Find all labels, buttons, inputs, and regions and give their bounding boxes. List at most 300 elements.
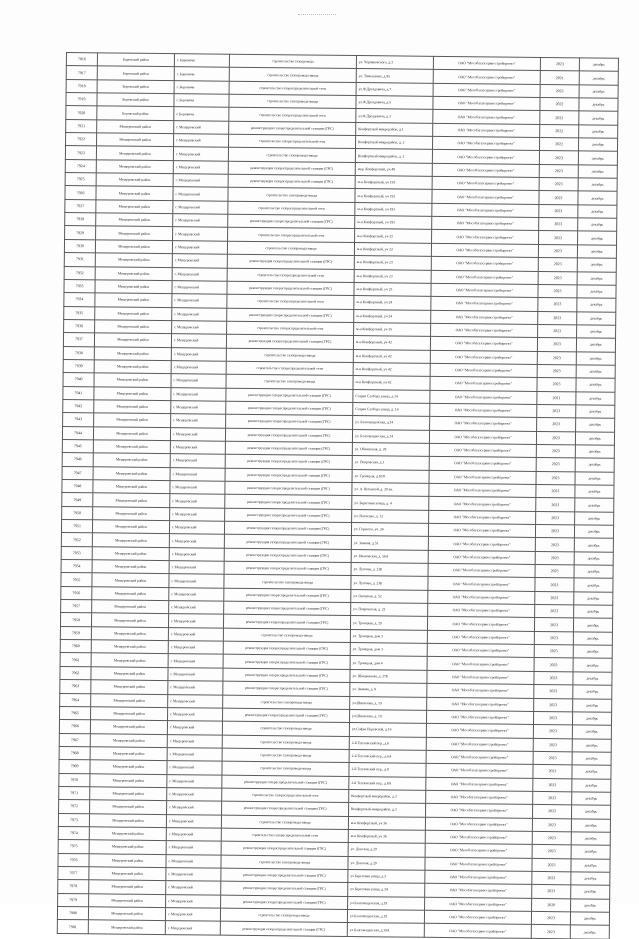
work-type-cell: реконструкция газораспределительной станции (ГРС) — [223, 655, 350, 670]
work-type-cell: строительство газораспределительной сети — [227, 294, 354, 309]
contractor-cell: ОАО "Мособлгазсервисстройпроект" — [429, 443, 536, 457]
address-cell: ул.Ф.Дроздовича, д.5 — [356, 96, 433, 110]
month-cell: декабрь — [576, 405, 615, 419]
contractor-cell: ОАО "Мособлгазсервисстройпроект" — [431, 243, 538, 257]
town-cell: г. Мещеровский — [170, 467, 225, 481]
row-number-cell: 7948 — [62, 479, 93, 493]
work-type-cell: реконструкция газораспределительной станции (ГРС) — [222, 708, 349, 723]
address-cell: м-н Конфортный, уч 22 — [355, 229, 432, 243]
address-cell: ул. Покровская, д.1 — [352, 456, 429, 470]
district-cell: Мещеровский район — [93, 440, 170, 454]
month-cell: декабрь — [572, 712, 611, 726]
work-type-cell: реконструкция газораспределительной станции (ГРС) — [229, 121, 356, 136]
town-cell: г. Боровичи — [174, 54, 229, 68]
row-number-cell: 7947 — [62, 466, 93, 480]
address-cell: ул. Тимошенко, д.95 — [356, 69, 433, 83]
month-cell: декабрь — [576, 378, 615, 392]
work-type-cell: строительство газопровода-ввода — [222, 735, 349, 750]
year-cell: 2023 — [535, 591, 574, 605]
work-type-cell: строительство газопровода-ввода — [226, 348, 353, 363]
contractor-cell: ОАО "Мособлгазсервисстройпроект" — [433, 70, 540, 84]
row-number-cell: 7918 — [66, 79, 97, 93]
district-cell: Мещеровский район — [89, 893, 166, 907]
row-number-cell: 7936 — [64, 319, 95, 333]
work-type-cell: строительство газопровода-ввода — [228, 188, 355, 203]
town-cell: г. Мещеровский — [171, 361, 226, 375]
year-cell: 2023 — [538, 258, 577, 272]
year-cell: 2023 — [539, 151, 578, 165]
work-type-cell: реконструкция газораспределительной станции (ГРС) — [224, 561, 351, 576]
row-number-cell: 7938 — [63, 346, 94, 360]
month-cell: декабрь — [577, 298, 616, 312]
row-number-cell: 7934 — [64, 293, 95, 307]
work-type-cell: строительство газопровода-ввода — [227, 241, 354, 256]
town-cell: г. Мещеровский — [170, 507, 225, 521]
row-number-cell: 7926 — [65, 186, 96, 200]
month-cell: декабрь — [572, 725, 611, 739]
work-type-cell: строительство газораспределительной сети — [229, 134, 356, 149]
year-cell: 2022 — [539, 138, 578, 152]
address-cell: ул Благовещенская, д.19 — [347, 909, 424, 923]
contractor-cell: ОАО "Мособлгазсервисстройпроект" — [432, 136, 539, 150]
district-cell: Мещеровский район — [95, 280, 172, 294]
address-cell: м-н Конфортный, уч 42 — [353, 376, 430, 390]
row-number-cell: 7961 — [60, 653, 91, 667]
work-type-cell: реконструкция газораспределительной станции (ГРС) — [221, 895, 348, 910]
row-number-cell: 7950 — [62, 506, 93, 520]
year-cell: 2023 — [539, 204, 578, 218]
year-cell: 2023 — [533, 751, 572, 765]
address-cell: ул. Зимняя, д.51 — [351, 536, 428, 550]
district-cell: Мещеровский район — [94, 386, 171, 400]
year-cell: 2023 — [532, 845, 571, 859]
month-cell: декабрь — [574, 525, 613, 539]
month-cell: декабрь — [576, 365, 615, 379]
contractor-cell: ОАО "Мособлгазсервисстройпроект" — [427, 683, 534, 697]
month-cell: декабрь — [574, 552, 613, 566]
contractor-cell: ОАО "Мособлгазсервисстройпроект" — [430, 417, 537, 431]
town-cell: г. Мещеровский — [168, 667, 223, 681]
contractor-cell: ОАО "Мособлгазсервисстройпроект" — [429, 430, 536, 444]
address-cell: ул. Троицкая, д.10/0 — [352, 469, 429, 483]
district-cell: Боровский район — [97, 66, 174, 80]
address-cell: ул. Луговая, д. 23Б — [351, 563, 428, 577]
month-cell: декабрь — [572, 778, 611, 792]
district-cell: Мещеровский район — [95, 293, 172, 307]
work-type-cell: реконструкция газораспределительной станции (ГРС) — [226, 401, 353, 416]
year-cell: 2023 — [539, 164, 578, 178]
row-number-cell: 7969 — [59, 760, 90, 774]
row-number-cell: 7930 — [64, 239, 95, 253]
district-cell: Мещеровский район — [92, 600, 169, 614]
town-cell: г. Мещеровский — [168, 681, 223, 695]
month-cell: декабрь — [577, 311, 616, 325]
row-number-cell: 7964 — [60, 693, 91, 707]
row-number-cell: 7924 — [65, 159, 96, 173]
month-cell: декабрь — [575, 472, 614, 486]
address-cell: ул. Ивановская, д. 56А — [351, 549, 428, 563]
row-number-cell: 7945 — [62, 439, 93, 453]
address-cell: ул.Шипилова, д. 19 — [350, 696, 427, 710]
contractor-cell: ОАО "Мособлгазсервисстройпроект" — [430, 390, 537, 404]
month-cell: декабрь — [571, 885, 610, 899]
district-cell: Мещеровский район — [92, 587, 169, 601]
town-cell: г. Мещеровский — [171, 414, 226, 428]
row-number-cell: 7943 — [63, 413, 94, 427]
town-cell: г. Боровичи — [174, 80, 229, 94]
district-cell: Мещеровский район — [94, 400, 171, 414]
work-type-cell: реконструкция газораспределительной станции (ГРС) — [226, 414, 353, 429]
district-cell: Мещеровский район — [96, 146, 173, 160]
month-cell: декабрь — [578, 231, 617, 245]
town-cell: г. Мещеровский — [167, 801, 222, 815]
address-cell: ул. Троицкая, дом 4 — [350, 656, 427, 670]
works-table-body — [57, 53, 618, 939]
year-cell: 2023 — [537, 338, 576, 352]
contractor-cell: ОАО "Мособлгазсервисстройпроект" — [432, 150, 539, 164]
month-cell: декабрь — [572, 792, 611, 806]
work-type-cell: строительство газопровода-ввода — [221, 815, 348, 830]
address-cell: м-н Конфортный, уч 42 — [353, 336, 430, 350]
row-number-cell: 7974 — [58, 826, 89, 840]
contractor-cell: ОАО "Мособлгазсервисстройпроект" — [431, 297, 538, 311]
row-number-cell: 7942 — [63, 399, 94, 413]
row-number-cell: 7966 — [59, 720, 90, 734]
work-type-cell: строительство газораспределительной сети — [226, 361, 353, 376]
row-number-cell: 7977 — [58, 866, 89, 880]
work-type-cell: реконструкция газораспределительной станции (ГРС) — [222, 775, 349, 790]
district-cell: Мещеровский район — [91, 680, 168, 694]
month-cell: декабрь — [579, 125, 618, 139]
contractor-cell: ОАО "Мособлгазсервисстройпроект" — [432, 190, 539, 204]
address-cell: м-н Конфортный, уч 22 — [354, 242, 431, 256]
work-type-cell: строительство газопровода-ввода — [229, 94, 356, 109]
district-cell: Мещеровский район — [94, 413, 171, 427]
district-cell: Мещеровский район — [94, 333, 171, 347]
district-cell: Мещеровский район — [93, 493, 170, 507]
address-cell: м-н Конфортный, уч 24 — [354, 309, 431, 323]
month-cell: декабрь — [573, 672, 612, 686]
district-cell: Мещеровский район — [95, 240, 172, 254]
month-cell: декабрь — [578, 151, 617, 165]
year-cell: 2023 — [535, 565, 574, 579]
town-cell: г. Мещеровский — [168, 654, 223, 668]
work-type-cell: строительство газопровода-ввода — [223, 628, 350, 643]
row-number-cell: 7940 — [63, 373, 94, 387]
work-type-cell: реконструкция газораспределительной станции (ГРС) — [224, 521, 351, 536]
month-cell: декабрь — [573, 685, 612, 699]
town-cell: г. Мещеровский — [167, 774, 222, 788]
month-cell: декабрь — [571, 872, 610, 886]
month-cell: декабрь — [577, 325, 616, 339]
address-cell: 2-й Тепловский пер., д.8А — [349, 776, 426, 790]
district-cell: Мещеровский район — [91, 627, 168, 641]
year-cell: 2023 — [536, 511, 575, 525]
contractor-cell: ОАО "Мособлгазсервисстройпроект" — [427, 630, 534, 644]
contractor-cell: ОАО "Мособлгазсервисстройпроект" — [430, 377, 537, 391]
row-number-cell: 7973 — [58, 813, 89, 827]
row-number-cell: 7980 — [57, 906, 88, 920]
year-cell: 2023 — [534, 685, 573, 699]
district-cell: Мещеровский район — [93, 480, 170, 494]
district-cell: Мещеровский район — [90, 733, 167, 747]
month-cell: декабрь — [577, 245, 616, 259]
row-number-cell: 7970 — [59, 773, 90, 787]
contractor-cell: ОАО "Мособлгазсервисстройпроект" — [426, 804, 533, 818]
year-cell: 2023 — [537, 351, 576, 365]
district-cell: Мещеровский район — [96, 173, 173, 187]
district-cell: Мещеровский район — [93, 453, 170, 467]
town-cell: г. Мещеровский — [171, 347, 226, 361]
work-type-cell: реконструкция газораспределительной станции (ГРС) — [225, 455, 352, 470]
district-cell: Мещеровский район — [93, 426, 170, 440]
contractor-cell: ОАО "Мособлгазсервисстройпроект" — [432, 203, 539, 217]
month-cell: декабрь — [570, 925, 609, 939]
work-type-cell: строительство газопровода — [229, 54, 356, 69]
month-cell: декабрь — [577, 285, 616, 299]
town-cell: г. Мещеровский — [166, 881, 221, 895]
month-cell: декабрь — [573, 698, 612, 712]
month-cell: декабрь — [578, 218, 617, 232]
district-cell: Мещеровский район — [96, 226, 173, 240]
work-type-cell: реконструкция газораспределительной станции (ГРС) — [225, 481, 352, 496]
year-cell: 2023 — [538, 244, 577, 258]
work-type-cell: реконструкция газораспределительной станции (ГРС) — [224, 548, 351, 563]
year-cell: 2023 — [538, 324, 577, 338]
work-type-cell: реконструкция газораспределительной станции (ГРС) — [221, 868, 348, 883]
town-cell: г. Мещеровский — [173, 187, 228, 201]
row-number-cell: 7967 — [59, 733, 90, 747]
year-cell: 2023 — [535, 524, 574, 538]
row-number-cell: 7962 — [60, 666, 91, 680]
year-cell: 2021 — [540, 71, 579, 85]
address-cell: ул. Черняковского, д.3 — [356, 56, 433, 70]
town-cell: г. Мещеровский — [172, 240, 227, 254]
work-type-cell: строительство газораспределительной сети — [228, 201, 355, 216]
work-type-cell: строительство газораспределительной сети — [229, 81, 356, 96]
row-number-cell: 7929 — [65, 226, 96, 240]
contractor-cell: ОАО "Мособлгазсервисстройпроект" — [424, 924, 531, 938]
address-cell: 2-й Тепловский пер., д.6А — [349, 749, 426, 763]
contractor-cell: ОАО "Мособлгазсервисстройпроект" — [428, 590, 535, 604]
month-cell: декабрь — [575, 498, 614, 512]
address-cell: ул. Горького, уч. 24 — [351, 523, 428, 537]
work-type-cell: строительство газопровода-ввода — [226, 374, 353, 389]
work-type-cell: реконструкция газораспределительной станции (ГРС) — [228, 214, 355, 229]
address-cell: Конфортный микрорайон, д.3 — [349, 803, 426, 817]
row-number-cell: 7968 — [59, 746, 90, 760]
contractor-cell: ОАО "Мособлгазсервисстройпроект" — [426, 737, 533, 751]
town-cell: г. Мещеровский — [171, 334, 226, 348]
work-type-cell: реконструкция газораспределительной станции (ГРС) — [220, 922, 347, 937]
town-cell: г. Мещеровский — [168, 627, 223, 641]
address-cell: ул.Ф.Дроздовича, д.7 — [356, 82, 433, 96]
work-type-cell: строительство газопровода-ввода — [222, 748, 349, 763]
town-cell: г. Мещеровский — [166, 841, 221, 855]
row-number-cell: 7979 — [58, 893, 89, 907]
year-cell: 2023 — [534, 698, 573, 712]
year-cell: 2023 — [534, 631, 573, 645]
year-cell: 2022 — [540, 124, 579, 138]
address-cell: Конфортный микрорайон, д. 2 — [356, 136, 433, 150]
district-cell: Мещеровский район — [95, 320, 172, 334]
district-cell: Мещеровский район — [90, 800, 167, 814]
contractor-cell: ОАО "Мособлгазсервисстройпроект" — [432, 163, 539, 177]
month-cell: декабрь — [576, 351, 615, 365]
work-type-cell: реконструкция газораспределительной станции (ГРС) — [228, 174, 355, 189]
work-type-cell: реконструкция газораспределительной станции (ГРС) — [224, 535, 351, 550]
town-cell: г. Мещеровский — [171, 387, 226, 401]
year-cell: 2023 — [538, 271, 577, 285]
district-cell: Боровский район — [97, 106, 174, 120]
address-cell: ул. А. Кутьиной, д. 20 кв. — [352, 483, 429, 497]
district-cell: Боровский район — [97, 93, 174, 107]
address-cell: м-н Конфортный, уч 36 — [348, 829, 425, 843]
work-type-cell: реконструкция газораспределительной станции (ГРС) — [227, 308, 354, 323]
year-cell: 2023 — [539, 178, 578, 192]
contractor-cell: ОАО "Мособлгазсервисстройпроект" — [425, 897, 532, 911]
row-number-cell: 7935 — [64, 306, 95, 320]
district-cell: Мещеровский район — [91, 707, 168, 721]
address-cell: ул Благовещенская, д.19А — [347, 923, 424, 937]
row-number-cell: 7954 — [61, 560, 92, 574]
district-cell: Мещеровский район — [88, 920, 165, 934]
contractor-cell: ОАО "Мособлгазсервисстройпроект" — [428, 537, 535, 551]
town-cell: г. Мещеровский — [173, 147, 228, 161]
address-cell: Старая Слобода улица, д.14 — [353, 389, 430, 403]
address-cell: 2-й Тепловский пер., д.8 — [349, 763, 426, 777]
district-cell: Мещеровский район — [92, 533, 169, 547]
address-cell: м-н Конфортный, уч 23 — [354, 256, 431, 270]
address-cell: м-н Конфортный, уч 193 — [355, 189, 432, 203]
month-cell: декабрь — [573, 632, 612, 646]
contractor-cell: ОАО "Мособлгазсервисстройпроект" — [432, 230, 539, 244]
row-number-cell: 7949 — [62, 493, 93, 507]
district-cell: Мещеровский район — [92, 560, 169, 574]
month-cell: декабрь — [578, 165, 617, 179]
town-cell: г. Мещеровский — [167, 761, 222, 775]
address-cell: ул. Донская, д.29 — [348, 843, 425, 857]
town-cell: г. Мещеровский — [173, 174, 228, 188]
address-cell: ул. Обжинская, д. 29 — [352, 442, 429, 456]
contractor-cell: ОАО "Мособлгазсервисстройпроект" — [431, 323, 538, 337]
district-cell: Мещеровский район — [94, 373, 171, 387]
district-cell: Мещеровский район — [93, 466, 170, 480]
contractor-cell: ОАО "Мособлгазсервисстройпроект" — [430, 403, 537, 417]
district-cell: Мещеровский район — [92, 573, 169, 587]
row-number-cell: 7917 — [66, 66, 97, 80]
district-cell: Мещеровский район — [94, 346, 171, 360]
year-cell: 2023 — [532, 858, 571, 872]
town-cell: г. Мещеровский — [168, 641, 223, 655]
town-cell: г. Мещеровский — [169, 574, 224, 588]
district-cell: Мещеровский район — [96, 186, 173, 200]
district-cell: Мещеровский район — [93, 506, 170, 520]
town-cell: г. Мещеровский — [172, 307, 227, 321]
address-cell: м-н Конфортный, уч 35 — [354, 322, 431, 336]
month-cell: декабрь — [574, 605, 613, 619]
month-cell: декабрь — [576, 338, 615, 352]
town-cell: г. Мещеровский — [172, 294, 227, 308]
address-cell: ул. Благовещенская, д.14 — [353, 416, 430, 430]
work-type-cell: реконструкция газораспределительной станции (ГРС) — [223, 681, 350, 696]
town-cell: г. Мещеровский — [172, 280, 227, 294]
address-cell: м-н Конфортный, уч 23 — [354, 269, 431, 283]
contractor-cell: ОАО "Мособлгазсервисстройпроект" — [433, 96, 540, 110]
year-cell: 2023 — [534, 671, 573, 685]
town-cell: г. Мещеровский — [167, 721, 222, 735]
district-cell: Мещеровский район — [89, 827, 166, 841]
work-type-cell: реконструкция газораспределительной станции (ГРС) — [225, 468, 352, 483]
contractor-cell: ОАО "Мособлгазсервисстройпроект" — [427, 697, 534, 711]
contractor-cell: ОАО "Мособлгазсервисстройпроект" — [428, 523, 535, 537]
row-number-cell: 7963 — [60, 680, 91, 694]
month-cell: декабрь — [577, 258, 616, 272]
year-cell: 2023 — [533, 805, 572, 819]
address-cell: м-н Конфортный, уч 23 — [354, 282, 431, 296]
town-cell: г. Боровичи — [174, 94, 229, 108]
town-cell: г. Мещеровский — [167, 747, 222, 761]
contractor-cell: ОАО "Мособлгазсервисстройпроект" — [428, 603, 535, 617]
year-cell: 2023 — [532, 831, 571, 845]
row-number-cell: 7937 — [63, 333, 94, 347]
town-cell: г. Мещеровский — [165, 921, 220, 935]
district-cell: Мещеровский район — [96, 213, 173, 227]
work-type-cell: реконструкция газораспределительной станции (ГРС) — [225, 441, 352, 456]
contractor-cell: ОАО "Мособлгазсервисстройпроект" — [424, 910, 531, 924]
town-cell: г. Мещеровский — [169, 561, 224, 575]
contractor-cell: ОАО "Мособлгазсервисстройпроект" — [425, 830, 532, 844]
contractor-cell: ОАО "Мособлгазсервисстройпроект" — [433, 110, 540, 124]
work-type-cell: реконструкция газораспределительной станции (ГРС) — [224, 601, 351, 616]
year-cell: 2023 — [532, 871, 571, 885]
year-cell: 2023 — [531, 911, 570, 925]
district-cell: Мещеровский район — [92, 547, 169, 561]
year-cell: 2023 — [535, 578, 574, 592]
district-cell: Мещеровский район — [90, 747, 167, 761]
year-cell: 2023 — [536, 431, 575, 445]
district-cell: Боровский район — [97, 53, 174, 67]
town-cell: г. Боровичи — [174, 107, 229, 121]
town-cell: г. Мещеровский — [170, 454, 225, 468]
year-cell: 2023 — [535, 551, 574, 565]
contractor-cell: ОАО "Мособлгазсервисстройпроект" — [429, 483, 536, 497]
year-cell: 2023 — [540, 111, 579, 125]
address-cell: ул. Троицкая, д. 29 — [350, 616, 427, 630]
contractor-cell: ОАО "Мособлгазсервисстройпроект" — [433, 123, 540, 137]
town-cell: г. Мещеровский — [171, 401, 226, 415]
year-cell: 2023 — [536, 458, 575, 472]
row-number-cell: 7920 — [66, 106, 97, 120]
district-cell: Мещеровский район — [88, 907, 165, 921]
month-cell: декабрь — [572, 752, 611, 766]
month-cell: декабрь — [570, 912, 609, 926]
year-cell: 2023 — [531, 925, 570, 939]
address-cell: ул. Троицкая, дом 3 — [350, 643, 427, 657]
year-cell: 2023 — [538, 298, 577, 312]
year-cell: 2023 — [539, 231, 578, 245]
contractor-cell: ОАО "Мособлгазсервисстройпроект" — [425, 884, 532, 898]
address-cell: Конфортный микрорайон, д.3 — [349, 789, 426, 803]
month-cell: декабрь — [579, 111, 618, 125]
year-cell: 2023 — [539, 218, 578, 232]
contractor-cell: ОАО "Мособлгазсервисстройпроект" — [426, 750, 533, 764]
work-type-cell: реконструкция газораспределительной станции (ГРС) — [226, 388, 353, 403]
row-number-cell: 7922 — [66, 133, 97, 147]
work-type-cell: строительство газораспределительной сети — [227, 321, 354, 336]
town-cell: г. Мещеровский — [166, 868, 221, 882]
row-number-cell: 7921 — [66, 119, 97, 133]
